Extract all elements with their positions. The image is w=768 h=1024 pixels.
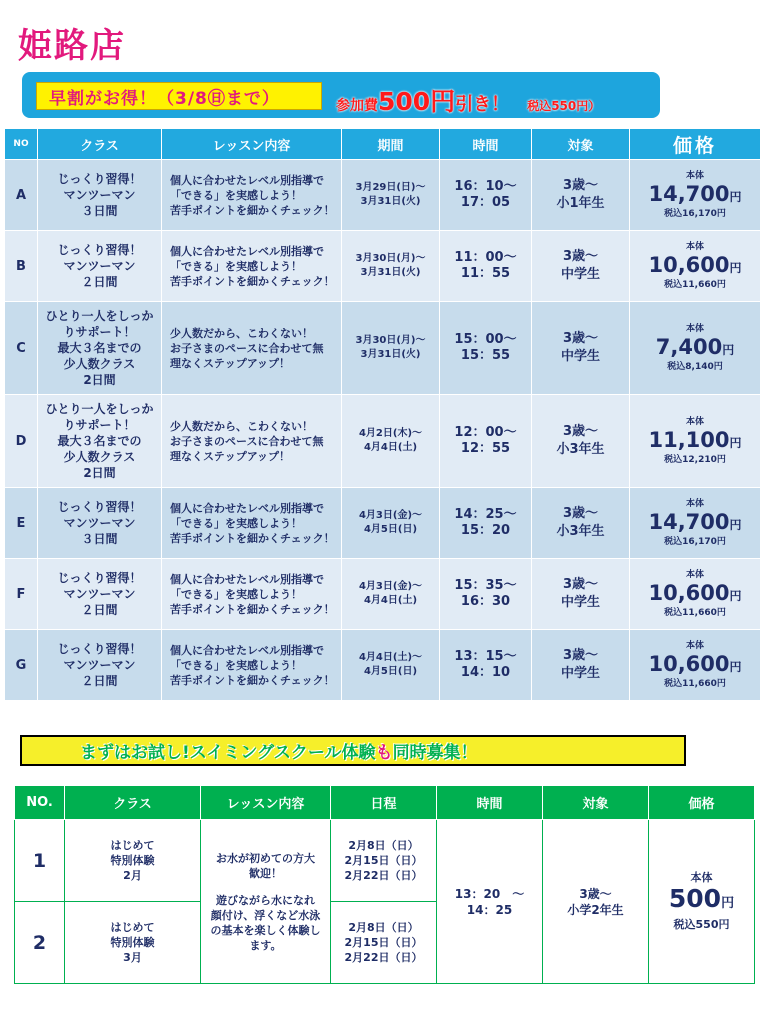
row-period [342,160,440,231]
swim-class-line: はじめて [110,839,155,852]
content-line: 「できる」を実感しよう！ [170,516,302,530]
row-period [342,302,440,395]
target-line: 小3年生 [556,524,605,539]
swim-date-line: 2月8日（日） [348,839,419,852]
class-line: ひとり一人をしっか [45,309,154,323]
row-content [162,395,342,488]
class-line: マンツーマン [63,587,136,601]
target-line: 3歳〜 [562,424,599,439]
row-price [630,231,761,302]
class-line: 最大３名までの [57,434,142,448]
content-line: 「できる」を実感しよう！ [170,587,302,601]
row-no: C [5,302,38,395]
row-target [532,488,630,559]
price-base-label: 本体 [685,569,704,580]
period-line: 3月31日(火) [360,349,421,360]
class-line: じっくり習得！ [57,571,142,585]
period-line: 3月30日(月)〜 [355,335,426,346]
period-line: 3月31日(火) [360,196,421,207]
price-base-label: 本体 [685,498,704,509]
time-line: 16：30 [460,594,511,609]
period-line: 3月31日(火) [360,267,421,278]
swim-time-line: 14：25 [466,902,513,917]
swim-date-line: 2月15日（日） [344,854,423,867]
target-line: 3歳〜 [562,648,599,663]
time-line: 14：10 [460,665,511,680]
price-tax: 税込11,660円 [664,279,726,290]
class-line: りサポート！ [63,418,136,432]
class-line: ２日間 [81,674,118,688]
row-class [38,630,162,701]
swim-trial-banner [20,735,686,766]
class-line: マンツーマン [63,188,136,202]
price-base-label: 本体 [685,416,704,427]
content-line: 「できる」を実感しよう！ [170,259,302,273]
swim-date-line: 2月15日（日） [344,936,423,949]
price-tax: 税込12,210円 [664,454,726,465]
swim-price-tax: 税込550円 [673,918,730,931]
time-line: 11：00〜 [454,250,517,265]
period-line: 4月3日(金)〜 [358,581,423,592]
row-content [162,302,342,395]
class-line: 少人数クラス [63,357,136,371]
swim-target-line: 小学2年生 [567,902,624,917]
content-line: 個人に合わせたレベル別指導で [170,173,324,187]
spring-lesson-table [4,128,761,701]
swim-time [437,820,543,984]
row-time [440,302,532,395]
content-line: 少人数だから、こわくない！ [170,326,313,340]
discount-text [336,82,601,116]
swim-row-class [65,820,201,902]
row-time [440,488,532,559]
table-row [5,630,761,701]
period-line: 4月3日(金)〜 [358,510,423,521]
row-no: E [5,488,38,559]
row-class [38,302,162,395]
swim-row-no: 2 [15,902,65,984]
price-amount: 7,400円 [655,334,735,359]
price-tax: 税込8,140円 [667,361,723,372]
row-class [38,559,162,630]
row-period [342,395,440,488]
row-class [38,231,162,302]
row-time [440,160,532,231]
swim-class-line: 特別体験 [110,936,155,949]
target-line: 中学生 [560,267,600,282]
target-line: 3歳〜 [562,331,599,346]
target-line: 中学生 [560,666,600,681]
period-line: 4月4日(土)〜 [358,652,423,663]
table-row [5,231,761,302]
content-line: 苦手ポイントを細かくチェック！ [170,203,335,217]
price-tax: 税込16,170円 [664,536,726,547]
swim-header-class: クラス [65,786,201,820]
swim-price [649,820,755,984]
content-line: 個人に合わせたレベル別指導で [170,501,324,515]
swim-class-line: 特別体験 [110,854,155,867]
table-row [5,160,761,231]
period-line: 3月29日(日)〜 [355,182,426,193]
swim-header-price: 価格 [649,786,755,820]
target-line: 3歳〜 [562,506,599,521]
row-period [342,630,440,701]
period-line: 4月5日(日) [363,524,418,535]
swim-row-no: 1 [15,820,65,902]
row-target [532,395,630,488]
target-line: 3歳〜 [562,178,599,193]
row-target [532,630,630,701]
swim-header-target: 対象 [543,786,649,820]
early-discount-label: 早割がお得！（3/8㊐まで） [36,82,322,110]
swim-trial-table [14,785,755,984]
price-amount: 14,700円 [648,509,742,534]
content-line: お子さまのペースに合わせて無 [170,341,324,355]
early-discount-banner [22,72,660,118]
row-price [630,559,761,630]
table-row [5,559,761,630]
content-line: 理なくステップアップ！ [170,356,291,370]
discount-post: 引き！ [455,94,510,115]
content-line: 「できる」を実感しよう！ [170,658,302,672]
target-line: 小3年生 [556,442,605,457]
header-price: 価格 [630,129,761,160]
class-line: じっくり習得！ [57,642,142,656]
row-class [38,488,162,559]
swim-class-line: はじめて [110,921,155,934]
class-line: マンツーマン [63,516,136,530]
content-line: 個人に合わせたレベル別指導で [170,244,324,258]
swim-header-row [15,786,755,820]
row-period [342,559,440,630]
time-line: 17：05 [460,195,511,210]
row-time [440,231,532,302]
swim-content-line: 顔付け、浮くなど水泳 [210,908,321,922]
target-line: 中学生 [560,595,600,610]
swim-time-line: 13：20 〜 [454,886,525,901]
time-line: 13：15〜 [454,649,517,664]
price-base-label: 本体 [685,323,704,334]
row-price [630,630,761,701]
time-line: 16：10〜 [454,179,517,194]
table-row [5,488,761,559]
discount-pre: 参加費 [336,98,378,114]
target-line: 3歳〜 [562,249,599,264]
swim-content [201,820,331,984]
price-amount: 10,600円 [648,580,742,605]
price-amount: 10,600円 [648,252,742,277]
swim-header-dates: 日程 [331,786,437,820]
price-amount: 10,600円 [648,651,742,676]
header-class: クラス [38,129,162,160]
class-line: マンツーマン [63,259,136,273]
time-line: 14：25〜 [454,507,517,522]
target-line: 小1年生 [556,196,605,211]
row-price [630,302,761,395]
swim-class-line: 3月 [123,951,142,964]
price-base-label: 本体 [685,170,704,181]
price-amount: 14,700円 [648,181,742,206]
swim-banner-part3: 同時募集！ [392,743,478,763]
price-tax: 税込11,660円 [664,678,726,689]
swim-class-line: 2月 [123,869,142,882]
row-content [162,559,342,630]
swim-date-line: 2月22日（日） [344,951,423,964]
table-row [5,395,761,488]
header-no: NO [5,129,38,160]
swim-row-class [65,902,201,984]
row-class [38,395,162,488]
swim-date-line: 2月8日（日） [348,921,419,934]
content-line: 「できる」を実感しよう！ [170,188,302,202]
price-amount: 11,100円 [648,427,742,452]
row-content [162,231,342,302]
time-line: 15：35〜 [454,578,517,593]
class-line: じっくり習得！ [57,172,142,186]
row-target [532,231,630,302]
table-row [5,302,761,395]
class-line: ３日間 [81,532,118,546]
content-line: お子さまのペースに合わせて無 [170,434,324,448]
swim-content-line: の基本を楽しく体験し [210,923,321,937]
time-line: 12：55 [460,441,511,456]
swim-header-time: 時間 [437,786,543,820]
period-line: 4月5日(日) [363,666,418,677]
row-no: F [5,559,38,630]
discount-tax: 税込550円） [527,99,601,113]
content-line: 理なくステップアップ！ [170,449,291,463]
content-line: 苦手ポイントを細かくチェック！ [170,531,335,545]
row-target [532,302,630,395]
class-line: マンツーマン [63,658,136,672]
row-price [630,488,761,559]
row-price [630,395,761,488]
row-no: G [5,630,38,701]
row-no: D [5,395,38,488]
header-time: 時間 [440,129,532,160]
row-time [440,559,532,630]
price-base-label: 本体 [685,640,704,651]
content-line: 苦手ポイントを細かくチェック！ [170,673,335,687]
swim-date-line: 2月22日（日） [344,869,423,882]
row-period [342,231,440,302]
content-line: 苦手ポイントを細かくチェック！ [170,602,335,616]
swim-banner-part1: まずはお試し!スイミングスクール体験 [80,743,376,763]
table-header-row [5,129,761,160]
class-line: りサポート！ [63,325,136,339]
row-no: B [5,231,38,302]
content-line: 少人数だから、こわくない！ [170,419,313,433]
swim-row-dates [331,902,437,984]
swim-row-1 [15,820,755,902]
swim-banner-part2: も [375,743,393,763]
row-time [440,630,532,701]
period-line: 4月4日(土) [363,595,418,606]
row-content [162,160,342,231]
content-line: 苦手ポイントを細かくチェック！ [170,274,335,288]
target-line: 中学生 [560,349,600,364]
row-target [532,160,630,231]
class-line: ひとり一人をしっか [45,402,154,416]
row-class [38,160,162,231]
header-period: 期間 [342,129,440,160]
swim-target-line: 3歳〜 [579,886,612,901]
swim-header-no: NO. [15,786,65,820]
swim-content-line: ます。 [249,938,282,952]
header-content: レッスン内容 [162,129,342,160]
row-price [630,160,761,231]
class-line: 少人数クラス [63,450,136,464]
time-line: 11：55 [460,266,511,281]
class-line: ２日間 [81,603,118,617]
row-target [532,559,630,630]
price-tax: 税込16,170円 [664,208,726,219]
row-period [342,488,440,559]
target-line: 3歳〜 [562,577,599,592]
class-line: ３日間 [81,204,118,218]
discount-amount: 500円 [378,87,456,116]
row-no: A [5,160,38,231]
class-line: 2日間 [83,373,116,387]
period-line: 4月2日(木)〜 [358,428,423,439]
price-tax: 税込11,660円 [664,607,726,618]
swim-price-base-label: 本体 [690,871,713,884]
header-target: 対象 [532,129,630,160]
swim-row-dates [331,820,437,902]
class-line: 2日間 [83,466,116,480]
content-line: 個人に合わせたレベル別指導で [170,643,324,657]
store-title: 姫路店 [18,26,126,66]
time-line: 15：55 [460,348,511,363]
row-content [162,630,342,701]
content-line: 個人に合わせたレベル別指導で [170,572,324,586]
class-line: 最大３名までの [57,341,142,355]
price-base-label: 本体 [685,241,704,252]
row-content [162,488,342,559]
period-line: 3月30日(月)〜 [355,253,426,264]
swim-price-amount: 500円 [668,884,735,913]
row-time [440,395,532,488]
swim-target [543,820,649,984]
swim-content-line: お水が初めての方大 [216,851,315,865]
time-line: 15：20 [460,523,511,538]
class-line: ２日間 [81,275,118,289]
swim-header-content: レッスン内容 [201,786,331,820]
class-line: じっくり習得！ [57,243,142,257]
swim-content-line: 遊びながら水になれ [216,893,315,907]
swim-content-line: 歓迎！ [249,866,282,880]
class-line: じっくり習得！ [57,500,142,514]
time-line: 15：00〜 [454,332,517,347]
period-line: 4月4日(土) [363,442,418,453]
time-line: 12：00〜 [454,425,517,440]
